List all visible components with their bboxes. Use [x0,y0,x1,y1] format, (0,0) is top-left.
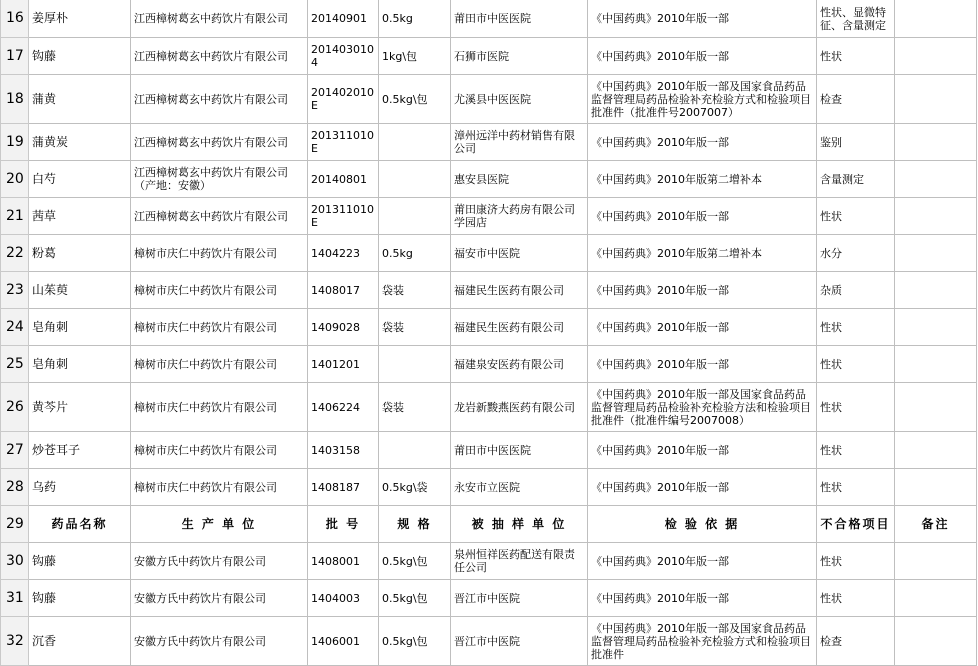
failed-item-cell[interactable]: 鉴别 [817,124,895,161]
failed-item-cell[interactable]: 检查 [817,617,895,666]
table-row [1,543,977,580]
manufacturer-cell[interactable]: 安徽方氏中药饮片有限公司 [131,617,308,666]
manufacturer-cell[interactable]: 樟树市庆仁中药饮片有限公司 [131,432,308,469]
row-number[interactable]: 32 [1,617,29,666]
basis-cell[interactable]: 《中国药典》2010年版一部 [588,469,817,506]
row-number[interactable]: 29 [1,506,29,543]
manufacturer-cell[interactable]: 江西樟树葛玄中药饮片有限公司 [131,38,308,75]
header-row [1,506,977,543]
sampled-unit-cell[interactable]: 福建民生医药有限公司 [451,309,588,346]
manufacturer-cell[interactable]: 江西樟树葛玄中药饮片有限公司 [131,75,308,124]
row-number[interactable]: 27 [1,432,29,469]
failed-item-cell[interactable]: 性状 [817,309,895,346]
basis-cell[interactable]: 《中国药典》2010年版一部 [588,38,817,75]
sampled-unit-cell[interactable]: 尤溪县中医医院 [451,75,588,124]
remark-cell[interactable] [895,383,977,432]
table-row [1,383,977,432]
row-number[interactable]: 21 [1,198,29,235]
sampled-unit-cell[interactable]: 晋江市中医院 [451,617,588,666]
table-row [1,124,977,161]
basis-cell[interactable]: 《中国药典》2010年版一部 [588,432,817,469]
drug-name-cell[interactable]: 山茱萸 [29,272,131,309]
table-row [1,346,977,383]
failed-item-cell[interactable]: 杂质 [817,272,895,309]
failed-item-cell[interactable]: 性状 [817,383,895,432]
spec-cell[interactable]: 0.5kg\包 [379,543,451,580]
row-number[interactable]: 28 [1,469,29,506]
batch-cell[interactable]: 1406224 [308,383,379,432]
spec-cell[interactable]: 0.5kg\包 [379,617,451,666]
drug-name-cell[interactable]: 粉葛 [29,235,131,272]
drug-name-cell[interactable]: 皂角刺 [29,309,131,346]
sampled-unit-cell[interactable]: 龙岩新黢燕医药有限公司 [451,383,588,432]
table-row [1,469,977,506]
basis-cell[interactable]: 《中国药典》2010年版一部 [588,309,817,346]
failed-item-cell[interactable]: 含量测定 [817,161,895,198]
batch-cell[interactable]: 1409028 [308,309,379,346]
row-number[interactable]: 23 [1,272,29,309]
table-row [1,0,977,38]
spec-cell[interactable]: 袋装 [379,309,451,346]
table-row [1,161,977,198]
spec-cell[interactable]: 规 格 [379,506,451,543]
manufacturer-cell[interactable]: 江西樟树葛玄中药饮片有限公司 [131,198,308,235]
batch-cell[interactable]: 20140901 [308,0,379,38]
drug-name-cell[interactable]: 药品名称 [29,506,131,543]
batch-cell[interactable]: 201402010E [308,75,379,124]
manufacturer-cell[interactable]: 樟树市庆仁中药饮片有限公司 [131,346,308,383]
row-number[interactable]: 24 [1,309,29,346]
row-number[interactable]: 25 [1,346,29,383]
manufacturer-cell[interactable]: 江西樟树葛玄中药饮片有限公司（产地：安徽） [131,161,308,198]
manufacturer-cell[interactable]: 江西樟树葛玄中药饮片有限公司 [131,124,308,161]
manufacturer-cell[interactable]: 樟树市庆仁中药饮片有限公司 [131,235,308,272]
sampled-unit-cell[interactable]: 漳州远洋中药材销售有限公司 [451,124,588,161]
sampled-unit-cell[interactable]: 泉州恒祥医药配送有限责任公司 [451,543,588,580]
spec-cell[interactable]: 0.5kg [379,235,451,272]
drug-name-cell[interactable]: 蒲黄炭 [29,124,131,161]
manufacturer-cell[interactable]: 樟树市庆仁中药饮片有限公司 [131,272,308,309]
manufacturer-cell[interactable]: 樟树市庆仁中药饮片有限公司 [131,469,308,506]
basis-cell[interactable]: 《中国药典》2010年版一部 [588,346,817,383]
basis-cell[interactable]: 检 验 依 据 [588,506,817,543]
remark-cell[interactable] [895,580,977,617]
failed-item-cell[interactable]: 不合格项目 [817,506,895,543]
drug-name-cell[interactable]: 钩藤 [29,38,131,75]
remark-cell[interactable] [895,235,977,272]
manufacturer-cell[interactable]: 生 产 单 位 [131,506,308,543]
row-number[interactable]: 22 [1,235,29,272]
remark-cell[interactable] [895,309,977,346]
table-row [1,198,977,235]
sampled-unit-cell[interactable]: 福建民生医药有限公司 [451,272,588,309]
batch-cell[interactable]: 1408001 [308,543,379,580]
row-number[interactable]: 19 [1,124,29,161]
remark-cell[interactable] [895,124,977,161]
drug-name-cell[interactable]: 钩藤 [29,580,131,617]
table-row [1,75,977,124]
remark-cell[interactable] [895,75,977,124]
table-row [1,38,977,75]
row-number[interactable]: 18 [1,75,29,124]
batch-cell[interactable]: 1408017 [308,272,379,309]
table-row [1,432,977,469]
batch-cell[interactable]: 20140801 [308,161,379,198]
manufacturer-cell[interactable]: 安徽方氏中药饮片有限公司 [131,580,308,617]
remark-cell[interactable] [895,272,977,309]
failed-item-cell[interactable]: 性状 [817,580,895,617]
basis-cell[interactable]: 《中国药典》2010年版一部 [588,0,817,38]
drug-name-cell[interactable]: 姜厚朴 [29,0,131,38]
spec-cell[interactable]: 袋装 [379,272,451,309]
table-row [1,617,977,666]
remark-cell[interactable]: 备注 [895,506,977,543]
batch-cell[interactable]: 201311010E [308,198,379,235]
sampled-unit-cell[interactable]: 福建泉安医药有限公司 [451,346,588,383]
batch-cell[interactable]: 批 号 [308,506,379,543]
remark-cell[interactable] [895,543,977,580]
spec-cell[interactable]: 1kg\包 [379,38,451,75]
remark-cell[interactable] [895,0,977,38]
batch-cell[interactable]: 1404003 [308,580,379,617]
drug-name-cell[interactable]: 沉香 [29,617,131,666]
table-row [1,272,977,309]
batch-cell[interactable]: 2014030104 [308,38,379,75]
row-number[interactable]: 30 [1,543,29,580]
spec-cell[interactable]: 0.5kg\袋 [379,469,451,506]
row-number[interactable]: 20 [1,161,29,198]
basis-cell[interactable]: 《中国药典》2010年版一部 [588,272,817,309]
row-number[interactable]: 31 [1,580,29,617]
spec-cell[interactable]: 0.5kg\包 [379,580,451,617]
drug-name-cell[interactable]: 白芍 [29,161,131,198]
batch-cell[interactable]: 1404223 [308,235,379,272]
sampled-unit-cell[interactable]: 莆田康济大药房有限公司学园店 [451,198,588,235]
failed-item-cell[interactable]: 水分 [817,235,895,272]
failed-item-cell[interactable]: 性状 [817,432,895,469]
manufacturer-cell[interactable]: 安徽方氏中药饮片有限公司 [131,543,308,580]
sampled-unit-cell[interactable]: 晋江市中医院 [451,580,588,617]
basis-cell[interactable]: 《中国药典》2010年版一部 [588,198,817,235]
failed-item-cell[interactable]: 性状、显微特征、含量测定 [817,0,895,38]
spec-cell[interactable] [379,161,451,198]
sampled-unit-cell[interactable]: 莆田市中医医院 [451,432,588,469]
spec-cell[interactable]: 袋装 [379,383,451,432]
spec-cell[interactable] [379,346,451,383]
failed-item-cell[interactable]: 性状 [817,346,895,383]
remark-cell[interactable] [895,469,977,506]
batch-cell[interactable]: 1401201 [308,346,379,383]
drug-name-cell[interactable]: 蒲黄 [29,75,131,124]
sampled-unit-cell[interactable]: 永安市立医院 [451,469,588,506]
remark-cell[interactable] [895,432,977,469]
manufacturer-cell[interactable]: 樟树市庆仁中药饮片有限公司 [131,383,308,432]
manufacturer-cell[interactable]: 樟树市庆仁中药饮片有限公司 [131,309,308,346]
basis-cell[interactable]: 《中国药典》2010年版一部 [588,580,817,617]
remark-cell[interactable] [895,198,977,235]
drug-name-cell[interactable]: 黄芩片 [29,383,131,432]
sampled-unit-cell[interactable]: 被 抽 样 单 位 [451,506,588,543]
remark-cell[interactable] [895,38,977,75]
table-row [1,580,977,617]
row-number[interactable]: 26 [1,383,29,432]
basis-cell[interactable]: 《中国药典》2010年版第二增补本 [588,161,817,198]
remark-cell[interactable] [895,617,977,666]
drug-name-cell[interactable]: 茜草 [29,198,131,235]
remark-cell[interactable] [895,161,977,198]
failed-item-cell[interactable]: 性状 [817,198,895,235]
failed-item-cell[interactable]: 性状 [817,543,895,580]
basis-cell[interactable]: 《中国药典》2010年版一部及国家食品药品监督管理局药品检验补充检验方法和检验项目批准件（批准件编号2007008） [588,383,817,432]
row-number[interactable]: 17 [1,38,29,75]
batch-cell[interactable]: 1406001 [308,617,379,666]
batch-cell[interactable]: 1408187 [308,469,379,506]
drug-name-cell[interactable]: 乌药 [29,469,131,506]
sampled-unit-cell[interactable]: 惠安县医院 [451,161,588,198]
table-row [1,235,977,272]
spec-cell[interactable]: 0.5kg [379,0,451,38]
batch-cell[interactable]: 1403158 [308,432,379,469]
basis-cell[interactable]: 《中国药典》2010年版一部及国家食品药品监督管理局药品检验补充检验方式和检验项目批准件 [588,617,817,666]
basis-cell[interactable]: 《中国药典》2010年版一部及国家食品药品监督管理局药品检验补充检验方式和检验项目批准件（批准件号2007007） [588,75,817,124]
basis-cell[interactable]: 《中国药典》2010年版一部 [588,124,817,161]
sampled-unit-cell[interactable]: 福安市中医院 [451,235,588,272]
failed-item-cell[interactable]: 性状 [817,469,895,506]
sampled-unit-cell[interactable]: 石狮市医院 [451,38,588,75]
table-row [1,309,977,346]
failed-item-cell[interactable]: 性状 [817,38,895,75]
manufacturer-cell[interactable]: 江西樟树葛玄中药饮片有限公司 [131,0,308,38]
spec-cell[interactable]: 0.5kg\包 [379,75,451,124]
spec-cell[interactable] [379,432,451,469]
failed-item-cell[interactable]: 检查 [817,75,895,124]
row-number[interactable]: 16 [1,0,29,38]
basis-cell[interactable]: 《中国药典》2010年版第二增补本 [588,235,817,272]
spec-cell[interactable] [379,124,451,161]
remark-cell[interactable] [895,346,977,383]
basis-cell[interactable]: 《中国药典》2010年版一部 [588,543,817,580]
batch-cell[interactable]: 201311010E [308,124,379,161]
drug-name-cell[interactable]: 炒苍耳子 [29,432,131,469]
spec-cell[interactable] [379,198,451,235]
drug-name-cell[interactable]: 皂角刺 [29,346,131,383]
sampled-unit-cell[interactable]: 莆田市中医医院 [451,0,588,38]
drug-name-cell[interactable]: 钩藤 [29,543,131,580]
